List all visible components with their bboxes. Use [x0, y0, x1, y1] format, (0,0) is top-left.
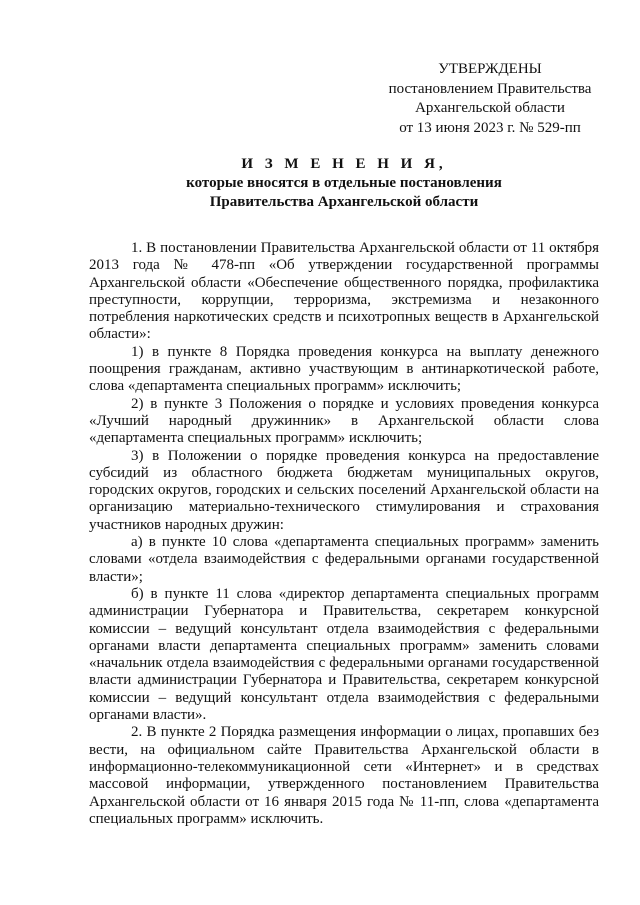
approval-title: УТВЕРЖДЕНЫ	[438, 61, 542, 77]
paragraph-1-item-3b: б) в пункте 11 слова «директор департамента специальных программ администрации Губернатора и Правительства, секретарем конкурсной комиссии – ведущий консультант отдела взаимодействия с федеральными органами власти департамента специальных программ» заменить словами «начальник отдела взаимодействия с федеральными органами государственной власти администрации Губернатора и Правительства, секретарем конкурсной комиссии – ведущий консультант отдела взаимодействия с федеральными органами власти».	[89, 585, 599, 724]
approval-line-3: от 13 июня 2023 г. № 529-пп	[399, 119, 581, 136]
paragraph-1-item-2: 2) в пункте 3 Положения о порядке и условиях проведения конкурса «Лучший народный дружинник» в Архангельской области слова «департамента специальных программ» исключить;	[89, 395, 599, 447]
paragraph-2: 2. В пункте 2 Порядка размещения информации о лицах, пропавших без вести, на официальном сайте Правительства Архангельской области в информационно-телекоммуникационной сети «Интернет» и в средствах массовой информации, утвержденного постановлением Правительства Архангельской области от 16 января 2015 года № 11-пп, слова «департамента специальных программ» исключить.	[89, 724, 599, 827]
document-subtitle-line-1: которые вносятся в отдельные постановления	[186, 175, 502, 191]
paragraph-1-item-1: 1) в пункте 8 Порядка проведения конкурса на выплату денежного поощрения гражданам, активно участвующим в антинаркотической работе, слова «департамента специальных программ» исключить;	[89, 343, 599, 395]
document-body	[89, 240, 599, 828]
document-subtitle-line-2: Правительства Архангельской области	[209, 194, 479, 210]
approval-stamp	[384, 60, 596, 138]
approval-line-1: постановлением Правительства	[388, 80, 592, 97]
paragraph-1-item-3a: а) в пункте 10 слова «департамента специальных программ» заменить словами «отдела взаимодействия с федеральными органами государственной власти»;	[89, 534, 599, 585]
approval-line-2: Архангельской области	[415, 100, 565, 116]
document-heading	[88, 155, 600, 212]
paragraph-1-item-3: 3) в Положении о порядке проведения конкурса на предоставление субсидий из областного бюджета бюджетам муниципальных округов, городских округов, городских и сельских поселений Архангельской области на организацию материально-технического стимулирования и страхования участников народных дружин:	[89, 447, 599, 533]
document-title: И З М Е Н Е Н И Я,	[241, 156, 447, 172]
paragraph-1: 1. В постановлении Правительства Архангельской области от 11 октября 2013 года № 478-пп «Об утверждении государственной программы Архангельской области «Обеспечение общественного порядка, профилактика преступности, коррупции, терроризма, экстремизма и незаконного потребления наркотических средств и психотропных веществ в Архангельской области»:	[89, 240, 599, 343]
